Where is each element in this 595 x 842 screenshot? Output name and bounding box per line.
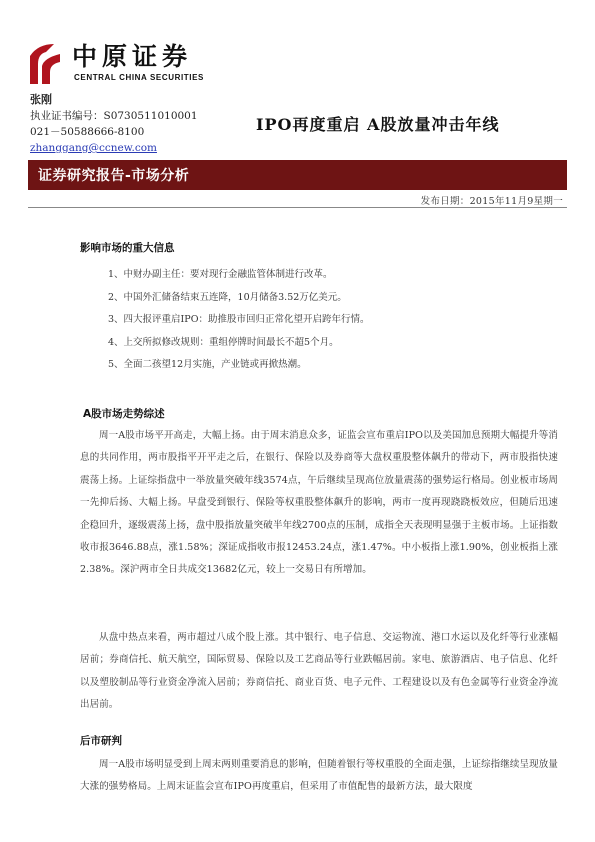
author-email-link[interactable]: zhanggang@ccnew.com [30, 142, 157, 154]
list-item: 2、中国外汇储备结束五连降，10月储备3.52万亿美元。 [108, 291, 347, 303]
author-license: 执业证书编号：S0730511010001 [30, 110, 198, 122]
list-item: 3、四大报评重启IPO：助推股市回归正常化望开启跨年行情。 [108, 314, 370, 325]
logo-mark-icon [28, 42, 62, 86]
outlook-paragraph: 周一A股市场明显受到上周末两则重要消息的影响，但随着银行等权重股的全面走强，上证综指继续呈现放量大涨的强势格局。上周末证监会宣布IPO再度重启，但采用了市值配售的最新方法，最大限度 [80, 759, 558, 793]
company-logo [28, 42, 228, 92]
report-category: 证券研究报告-市场分析 [38, 168, 190, 184]
list-item: 1、中财办副主任：要对现行金融监管体制进行改革。 [108, 269, 333, 280]
section-title-market: A股市场走势综述 [83, 408, 165, 420]
author-phone: 021－50588666-8100 [30, 126, 145, 138]
report-category-banner [28, 160, 567, 190]
market-paragraph-2: 从盘中热点来看，两市超过八成个股上涨。其中银行、电子信息、交运物流、港口水运以及化纤等行业涨幅居前；券商信托、航天航空，国际贸易、保险以及工艺商品等行业跌幅居前。家电、旅游酒店、电子信息、化纤以及塑胶制品等行业资金净流入居前；券商信托、商业百货、电子元件、工程建设以及有色金属等行业资金净流出居前。 [80, 632, 558, 711]
logo-chinese-text: 中原证券 [72, 42, 193, 71]
logo-english-text: CENTRAL CHINA SECURITIES [74, 73, 204, 82]
list-item: 5、全面二孩望12月实施，产业链或再掀热潮。 [108, 359, 307, 370]
news-list [108, 264, 369, 377]
date-line [28, 191, 567, 208]
report-title: IPO再度重启 A股放量冲击年线 [256, 115, 500, 134]
section-title-news: 影响市场的重大信息 [80, 242, 175, 254]
market-paragraph-1: 周一A股市场平开高走，大幅上扬。由于周末消息众多，证监会宣布重启IPO以及美国加息预期大幅提升等消息的共同作用，两市股指平开平走之后，在银行、保险以及券商等大盘权重股整体飙升的带动下，两市股指快速震荡上扬。上证综指盘中一举放量突破年线3574点，午后继续呈现高位放量震荡的强势运行格局。创业板市场周一先抑后扬、大幅上扬。早盘受到银行、保险等权重股整体飙升的影响，两市一度再现跷跷板效应，但随后迅速企稳回升，逐级震荡上扬，盘中股指放量突破半年线2700点的压制，成指全天表现明显强于主板市场。上证指数收市报3646.88点，涨1.58%；深证成指收市报12453.24点，涨1.47%。中小板指上涨1.90%，创业板指上涨2.38%。深沪两市全日共成交13682亿元，较上一交易日有所增加。 [80, 430, 558, 576]
list-item: 4、上交所拟修改规则：重组停牌时间最长不超5个月。 [108, 336, 339, 348]
author-info [30, 92, 198, 156]
publish-date: 发布日期：2015年11月9星期一 [420, 196, 563, 207]
section-title-outlook: 后市研判 [80, 735, 122, 747]
author-name: 张刚 [30, 93, 52, 106]
